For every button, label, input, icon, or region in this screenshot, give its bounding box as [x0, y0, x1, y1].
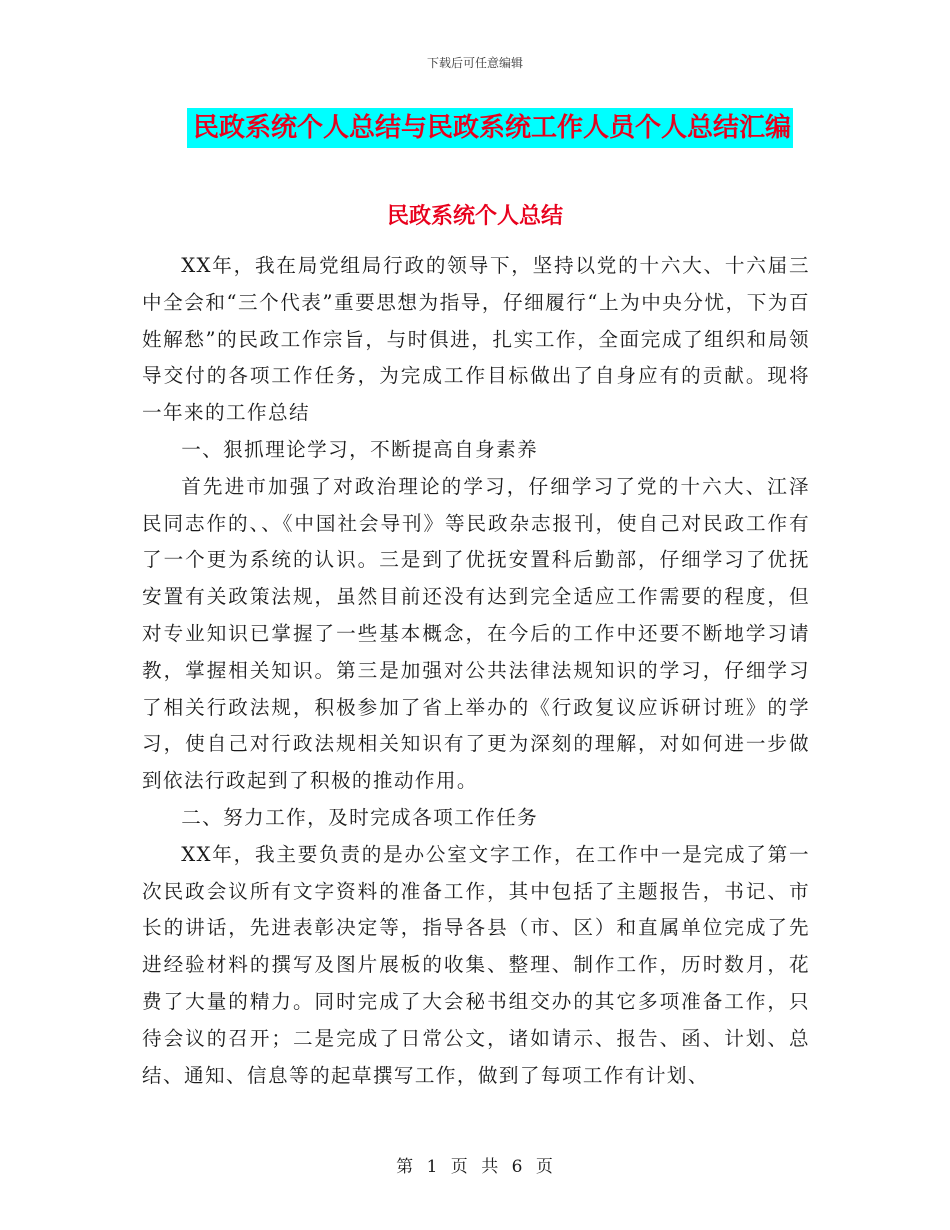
- heading-two: 二、努力工作，及时完成各项工作任务: [181, 805, 539, 829]
- total-pages-number: 6: [511, 1157, 524, 1177]
- header-note: 下载后可任意编辑: [426, 56, 523, 70]
- paragraph-work-tasks: XX年，我主要负责的是办公室文字工作，在工作中一是完成了第一次民政会议所有文字资料的准备工作，其中包括了主题报告，书记、市长的讲话，先进表彰决定等，指导各县（市、区）和直属单位完成了先进经验材料的撰写及图片展板的收集、整理、制作工作，历时数月，花费了大量的精力。同时完成了大会秘书组交办的其它多项准备工作，只待会议的召开；二是完成了日常公文，诸如请示、报告、函、计划、总结、通知、信息等的起草撰写工作，做到了每项工作有计划、: [142, 842, 810, 1087]
- paragraph-theory-study: 首先进市加强了对政治理论的学习，仔细学习了党的十六大、江泽民同志作的、、《中国社会导刊》等民政杂志报刊，使自己对民政工作有了一个更为系统的认识。三是到了优抚安置科后勤部，仔细学习了优抚安置有关政策法规，虽然目前还没有达到完全适应工作需要的程度，但对专业知识已掌握了一些基本概念，在今后的工作中还要不断地学习请教，掌握相关知识。第三是加强对公共法律法规知识的学习，仔细学习了相关行政法规，积极参加了省上举办的《行政复议应诉研讨班》的学习，使自己对行政法规相关知识有了更为深刻的理解，对如何进一步做到依法行政起到了积极的推动作用。: [142, 474, 810, 793]
- title-wrapper: [0, 108, 950, 148]
- section-title: 民政系统个人总结: [386, 204, 563, 229]
- footer-label-ye-end: 页: [535, 1157, 554, 1177]
- paragraph-intro: XX年，我在局党组局行政的领导下，坚持以党的十六大、十六届三中全会和“三个代表”重要思想为指导，仔细履行“上为中央分忧，下为百姓解愁”的民政工作宗旨，与时俱进，扎实工作，全面完成了组织和局领导交付的各项工作任务，为完成工作目标做出了自身应有的贡献。现将一年来的工作总结: [142, 254, 810, 425]
- heading-one: 一、狠抓理论学习，不断提高自身素养: [181, 437, 539, 461]
- document-body: [142, 248, 810, 1094]
- footer-label-total: 共: [481, 1157, 500, 1177]
- footer-label-ye: 页: [450, 1157, 469, 1177]
- page-footer: [0, 1152, 950, 1177]
- current-page-number: 1: [426, 1157, 439, 1177]
- footer-label-page: 第: [396, 1157, 415, 1177]
- document-title: 民政系统个人总结与民政系统工作人员个人总结汇编: [187, 108, 793, 148]
